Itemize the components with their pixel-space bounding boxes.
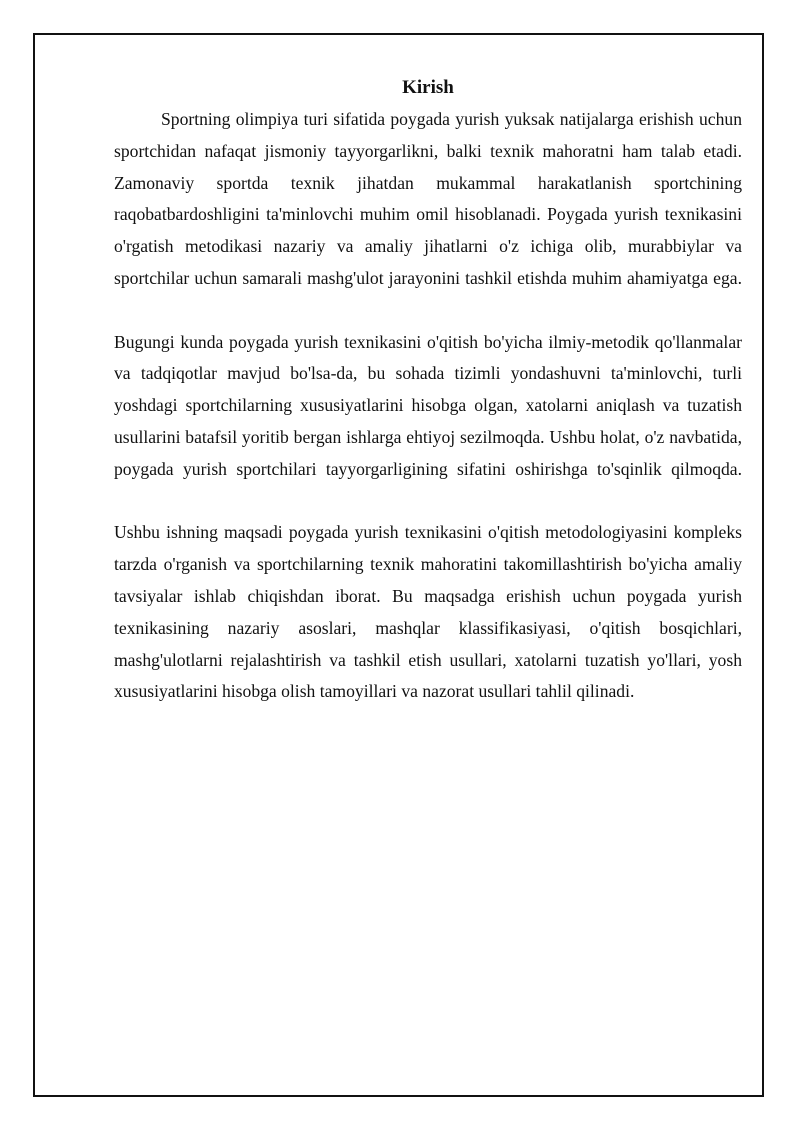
- paragraph-current-state: Bugungi kunda poygada yurish texnikasini o'qitish bo'yicha ilmiy-metodik qo'llanmalar va tadqiqotlar mavjud bo'lsa-da, bu sohada tizimli yondashuvni ta'minlovchi, turli yoshdagi sportchilarning xususiyatlarini hisobga olgan, xatolarni aniqlash va tuzatish usullarini batafsil yoritib bergan ishlarga ehtiyoj sezilmoqda. Ushbu holat, o'z navbatida, poygada yurish sportchilari tayyorgarligining sifatini oshirishga to'sqinlik qilmoqda.: [114, 331, 742, 479]
- paragraph-objective: Ushbu ishning maqsadi poygada yurish texnikasini o'qitish metodologiyasini kompleks tarzda o'rganish va sportchilarning texnik mahoratini takomillashtirish bo'yicha amaliy tavsiyalar ishlab chiqishdan iborat. Bu maqsadga erishish uchun poygada yurish texnikasining nazariy asoslari, mashqlar klassifikasiyasi, o'qitish bosqichlari, mashg'ulotlarni rejalashtirish va tashkil etish usullari, xatolarni tuzatish yo'llari, yosh xususiyatlarini hisobga olish tamoyillari va nazorat usullari tahlil qilinadi.: [114, 522, 742, 702]
- paragraph-intro: Sportning olimpiya turi sifatida poygada yurish yuksak natijalarga erishish uchun sportchidan nafaqat jismoniy tayyorgarlikni, balki texnik mahoratni ham talab etadi. Zamonaviy sportda texnik jihatdan mukammal harakatlanish sportchining raqobatbardoshligini ta'minlovchi muhim omil hisoblanadi. Poygada yurish texnikasini o'rgatish metodikasi nazariy va amaliy jihatlarni o'z ichiga olib, murabbiylar va sportchilar uchun samarali mashg'ulot jarayonini tashkil etishda muhim ahamiyatga ega.: [114, 109, 742, 288]
- paragraph-spacer: [114, 295, 742, 327]
- document-body: [114, 76, 742, 708]
- document-title: Kirish: [402, 77, 454, 98]
- paragraph-spacer: [114, 486, 742, 518]
